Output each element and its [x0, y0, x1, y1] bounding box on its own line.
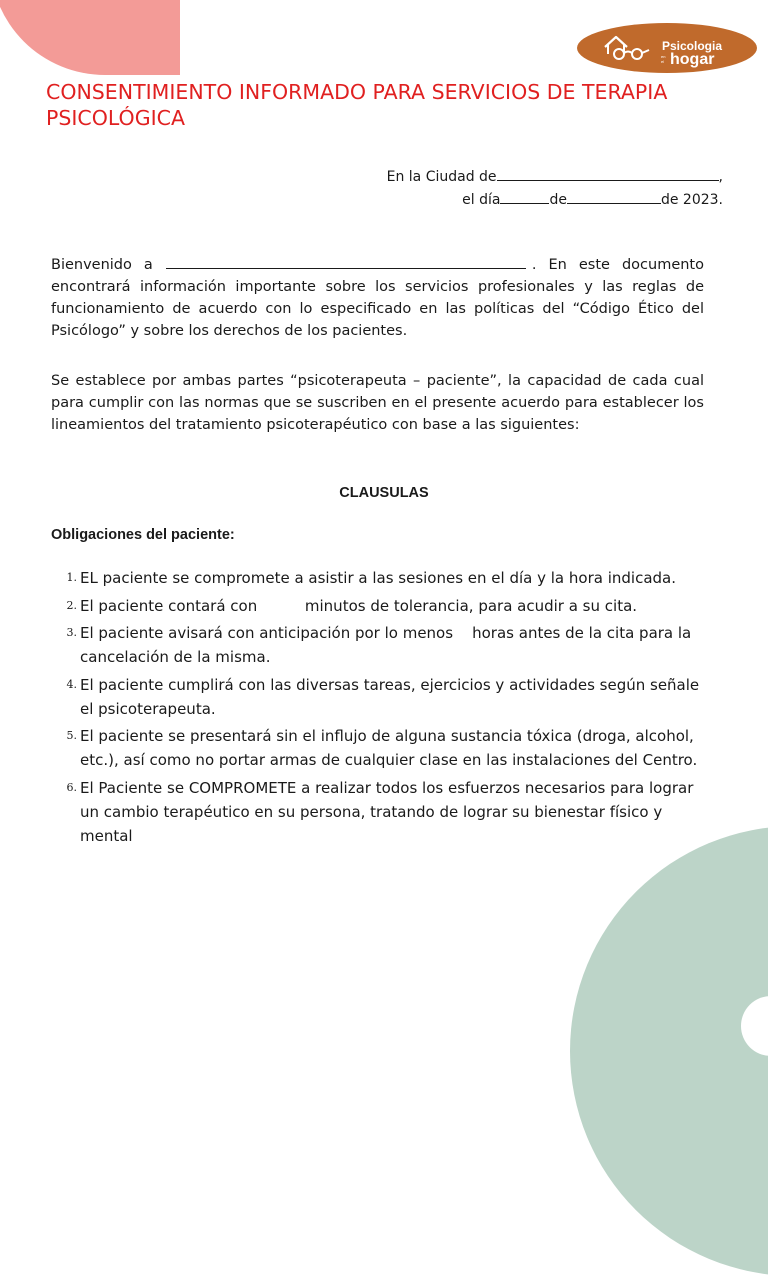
- year-label: de 2023.: [660, 192, 723, 208]
- list-item: [60, 566, 710, 590]
- clausulas-heading: CLAUSULAS: [339, 485, 429, 501]
- logo-text-psicologia: Psicologia: [662, 39, 723, 53]
- city-comma: ,: [718, 169, 723, 185]
- city-label: En la Ciudad de: [386, 169, 497, 185]
- organization-blank: [166, 254, 526, 269]
- list-text: El Paciente se COMPROMETE a realizar todos los esfuerzos necesarios para lograr un cambio terapéutico en su persona, tratando de lograr su bienestar físico y mental: [80, 778, 694, 845]
- list-number: 4.: [66, 677, 77, 691]
- list-number: 6.: [66, 780, 77, 794]
- date-line: [462, 189, 723, 210]
- welcome-prefix: Bienvenido a: [51, 257, 153, 273]
- list-item: [60, 594, 710, 618]
- document-title: CONSENTIMIENTO INFORMADO PARA SERVICIOS DE TERAPIA PSICOLÓGICA: [46, 80, 668, 130]
- welcome-rest: . En este documento encontrará información importante sobre los servicios profesionales y las reglas de funcionamiento de acuerdo con lo especificado en las políticas del “Código Ético del Psicólogo” y sobre los derechos de los pacientes.: [51, 257, 704, 339]
- list-text: El paciente se presentará sin el influjo de alguna sustancia tóxica (droga, alcohol, etc.), así como no portar armas de cualquier clase en las instalaciones del Centro.: [80, 727, 698, 769]
- list-number: 5.: [66, 729, 77, 742]
- list-text: EL paciente se compromete a asistir a las sesiones en el día y la hora indicada.: [80, 569, 676, 587]
- city-line: [387, 166, 723, 187]
- decorative-green-circle: [570, 826, 768, 1276]
- month-label: de: [549, 192, 567, 208]
- agreement-paragraph: Se establece por ambas partes “psicoterapeuta – paciente”, la capacidad de cada cual para cumplir con las normas que se suscriben en el presente acuerdo para establecer los lineamientos del tratamiento psicoterapéutico con base a las siguientes:: [51, 373, 704, 433]
- day-blank: [500, 189, 549, 204]
- city-blank: [497, 166, 719, 181]
- logo: [577, 23, 757, 73]
- day-label: el día: [462, 192, 501, 208]
- welcome-paragraph: [51, 254, 704, 342]
- list-item: [60, 673, 710, 721]
- list-item: [60, 621, 710, 669]
- logo-text-hogar: hogar: [670, 51, 715, 68]
- month-blank: [567, 189, 661, 204]
- decorative-pink-shape: [0, 0, 180, 75]
- list-text: El paciente contará con minutos de tolerancia, para acudir a su cita.: [80, 596, 638, 615]
- obligaciones-list: [60, 566, 710, 851]
- house-glasses-icon: [603, 33, 659, 63]
- list-number: 3.: [66, 626, 77, 639]
- list-number: 1.: [66, 571, 77, 584]
- list-text: El paciente avisará con anticipación por lo menos horas antes de la cita para la cancelación de la misma.: [80, 624, 697, 666]
- list-item: [60, 776, 710, 848]
- list-text: El paciente cumplirá con las diversas tareas, ejercicios y actividades según señale el psicoterapeuta.: [80, 675, 700, 718]
- list-item: [60, 724, 710, 772]
- obligaciones-heading: Obligaciones del paciente:: [51, 527, 235, 543]
- logo-text-en-el: en el: [661, 54, 666, 64]
- list-number: 2.: [66, 598, 77, 612]
